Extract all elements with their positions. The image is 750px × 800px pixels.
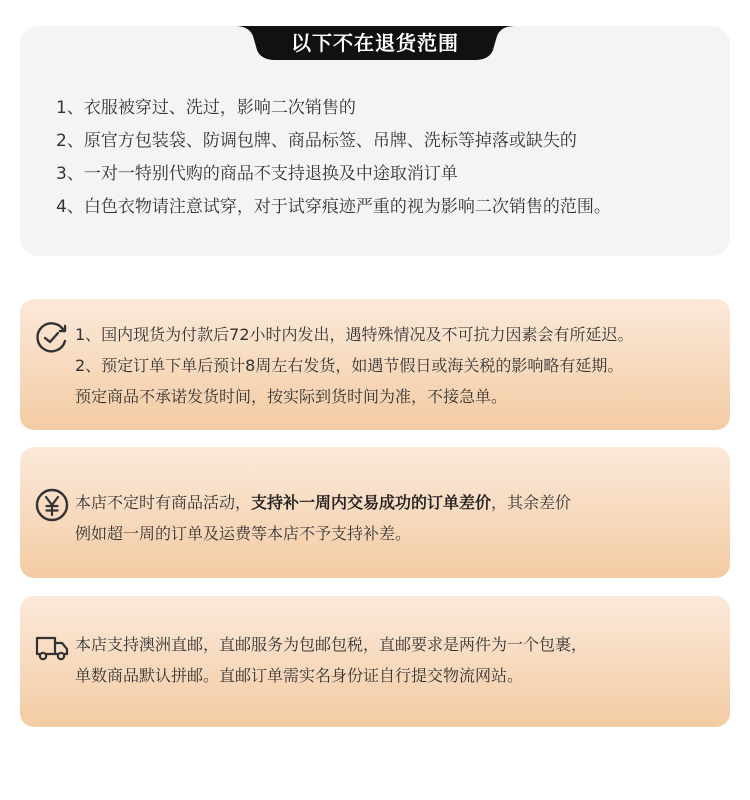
direct-mail-text xyxy=(75,629,720,691)
shipping-line: 预定商品不承诺发货时间，按实际到货时间为准，不接急单。 xyxy=(75,387,508,406)
returns-item: 4、白色衣物请注意试穿，对于试穿痕迹严重的视为影响二次销售的范围。 xyxy=(56,197,611,217)
yen-circle-icon xyxy=(34,487,70,523)
price-text xyxy=(75,487,720,549)
direct-mail-line: 单数商品默认拼邮。直邮订单需实名身份证自行提交物流网站。 xyxy=(75,666,524,685)
returns-list xyxy=(56,92,710,224)
price-highlight: 支持补一周内交易成功的订单差价 xyxy=(251,493,492,512)
returns-header-title: 以下不在退货范围 xyxy=(291,31,459,55)
truck-icon xyxy=(34,629,70,665)
direct-mail-card xyxy=(20,596,730,727)
returns-item: 2、原官方包装袋、防调包牌、商品标签、吊牌、洗标等掉落或缺失的 xyxy=(56,131,577,151)
direct-mail-line: 本店支持澳洲直邮，直邮服务为包邮包税，直邮要求是两件为一个包裹， xyxy=(75,635,588,654)
price-line-1-suffix: ，其余差价 xyxy=(491,493,572,512)
shipping-line: 2、预定订单下单后预计8周左右发货，如遇节假日或海关税的影响略有延期。 xyxy=(75,356,624,375)
shipping-text xyxy=(75,319,720,412)
price-difference-card xyxy=(20,447,730,578)
shipping-info-card xyxy=(20,299,730,430)
returns-item: 1、衣服被穿过、洗过，影响二次销售的 xyxy=(56,98,356,118)
returns-item: 3、一对一特别代购的商品不支持退换及中途取消订单 xyxy=(56,164,458,184)
price-line-1-prefix: 本店不定时有商品活动， xyxy=(75,493,252,512)
shipping-line: 1、国内现货为付款后72小时内发出，遇特殊情况及不可抗力因素会有所延迟。 xyxy=(75,325,634,344)
returns-policy-card xyxy=(20,26,730,256)
price-line-1 xyxy=(75,487,720,518)
clock-arrow-icon xyxy=(34,319,70,355)
returns-header-badge xyxy=(235,26,515,60)
price-line-2: 例如超一周的订单及运费等本店不予支持补差。 xyxy=(75,524,412,543)
